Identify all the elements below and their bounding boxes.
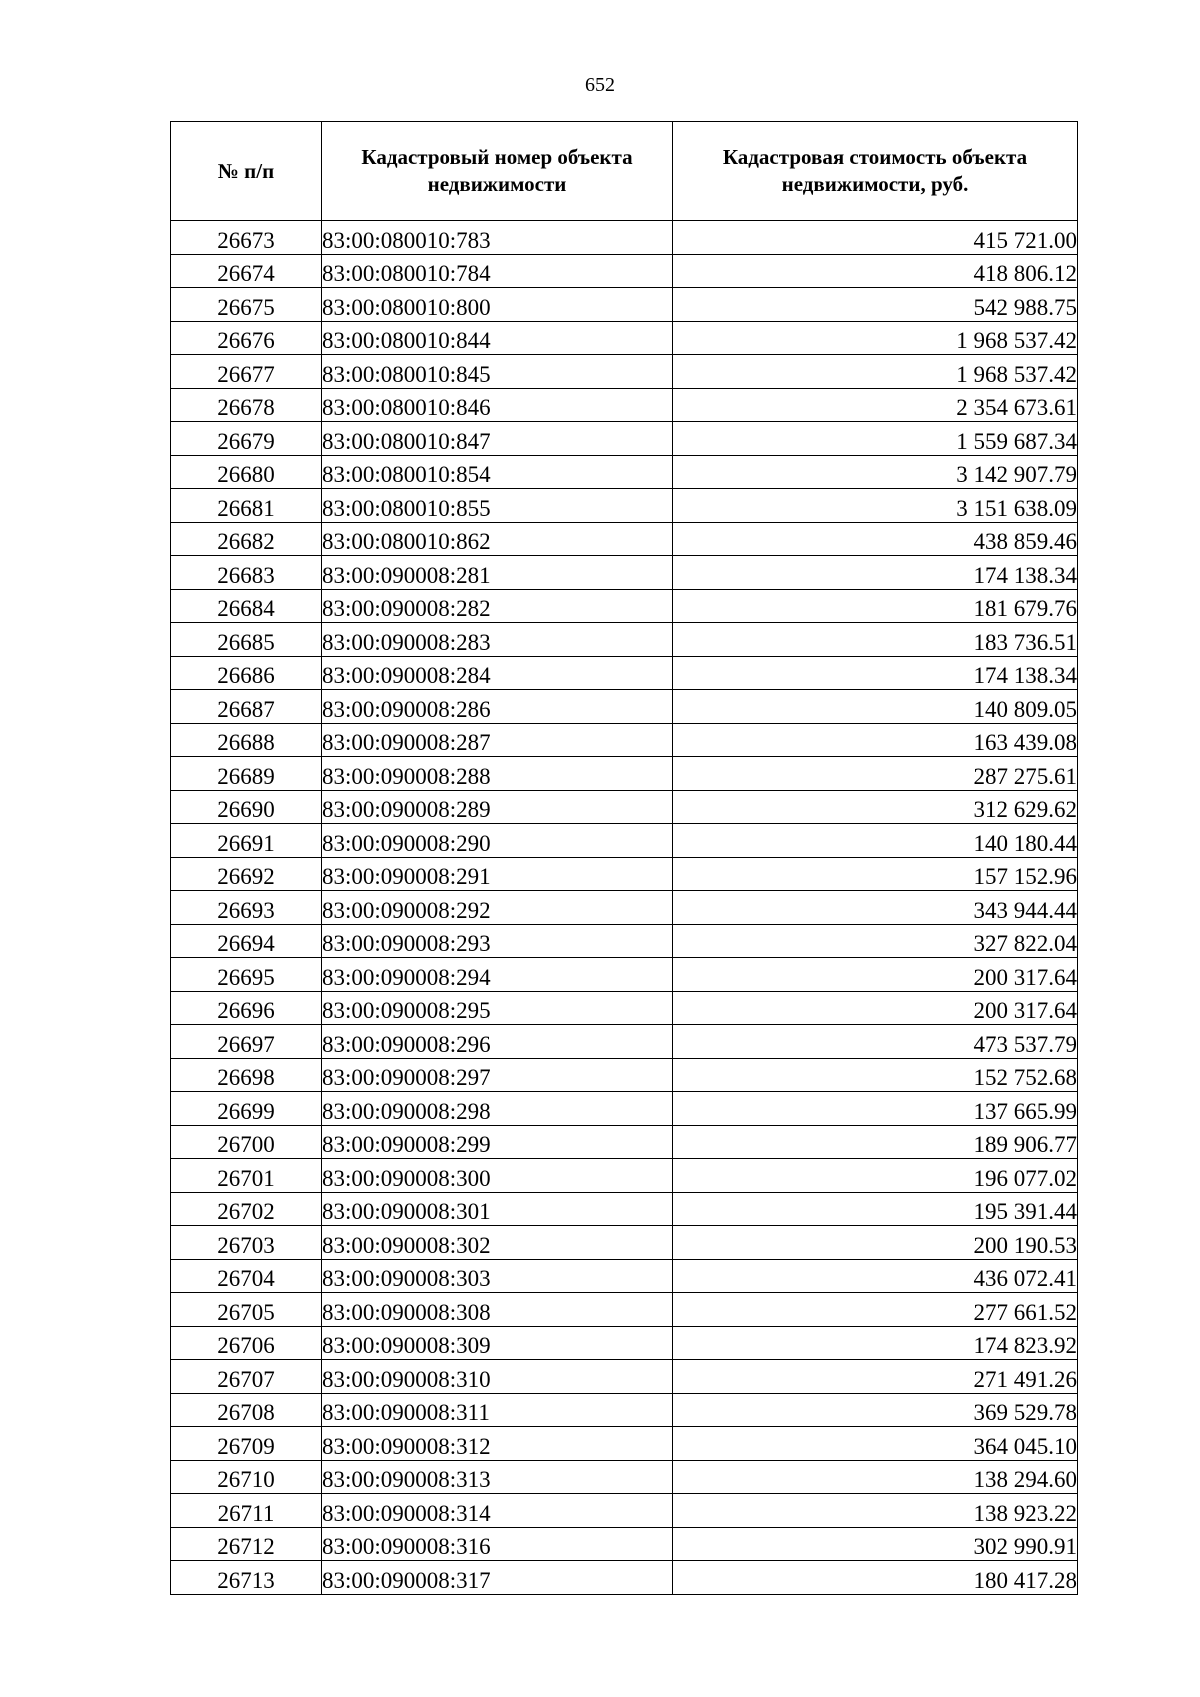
cadastral-number-cell: 83:00:090008:311	[322, 1393, 673, 1427]
cadastral-number-cell: 83:00:090008:286	[322, 690, 673, 724]
cadastral-number-cell: 83:00:090008:283	[322, 623, 673, 657]
cadastral-number-cell: 83:00:090008:281	[322, 556, 673, 590]
cadastral-number-cell: 83:00:090008:290	[322, 824, 673, 858]
cadastral-number-cell: 83:00:090008:296	[322, 1025, 673, 1059]
row-number-cell: 26687	[171, 690, 322, 724]
cadastral-value-cell: 2 354 673.61	[673, 388, 1078, 422]
row-number-cell: 26690	[171, 790, 322, 824]
row-number-cell: 26708	[171, 1393, 322, 1427]
row-number-cell: 26684	[171, 589, 322, 623]
row-number-cell: 26676	[171, 321, 322, 355]
table-row	[171, 1561, 1078, 1595]
cadastral-number-cell: 83:00:090008:308	[322, 1293, 673, 1327]
cadastral-number-cell: 83:00:080010:862	[322, 522, 673, 556]
row-number-cell: 26712	[171, 1527, 322, 1561]
cadastral-number-cell: 83:00:090008:309	[322, 1326, 673, 1360]
cadastral-value-cell: 200 317.64	[673, 991, 1078, 1025]
cadastral-number-cell: 83:00:090008:297	[322, 1058, 673, 1092]
cadastral-value-cell: 196 077.02	[673, 1159, 1078, 1193]
row-number-cell: 26695	[171, 958, 322, 992]
cadastral-value-cell: 174 138.34	[673, 556, 1078, 590]
cadastral-value-cell: 1 559 687.34	[673, 422, 1078, 456]
header-cadastral-number: Кадастровый номер объекта недвижимости	[322, 122, 673, 221]
row-number-cell: 26674	[171, 254, 322, 288]
cadastral-number-cell: 83:00:090008:300	[322, 1159, 673, 1193]
cadastral-number-cell: 83:00:090008:294	[322, 958, 673, 992]
cadastral-value-cell: 302 990.91	[673, 1527, 1078, 1561]
table-row	[171, 924, 1078, 958]
row-number-cell: 26680	[171, 455, 322, 489]
cadastral-value-table	[170, 121, 1078, 1595]
cadastral-value-cell: 1 968 537.42	[673, 321, 1078, 355]
cadastral-value-cell: 364 045.10	[673, 1427, 1078, 1461]
cadastral-number-cell: 83:00:090008:298	[322, 1092, 673, 1126]
table-row	[171, 891, 1078, 925]
cadastral-number-cell: 83:00:090008:291	[322, 857, 673, 891]
row-number-cell: 26709	[171, 1427, 322, 1461]
cadastral-number-cell: 83:00:090008:299	[322, 1125, 673, 1159]
row-number-cell: 26713	[171, 1561, 322, 1595]
table-row	[171, 757, 1078, 791]
cadastral-number-cell: 83:00:090008:302	[322, 1226, 673, 1260]
cadastral-value-cell: 1 968 537.42	[673, 355, 1078, 389]
cadastral-value-cell: 181 679.76	[673, 589, 1078, 623]
cadastral-number-cell: 83:00:090008:295	[322, 991, 673, 1025]
table-row	[171, 1527, 1078, 1561]
row-number-cell: 26678	[171, 388, 322, 422]
cadastral-value-cell: 3 151 638.09	[673, 489, 1078, 523]
row-number-cell: 26677	[171, 355, 322, 389]
cadastral-value-cell: 140 809.05	[673, 690, 1078, 724]
row-number-cell: 26706	[171, 1326, 322, 1360]
row-number-cell: 26681	[171, 489, 322, 523]
cadastral-number-cell: 83:00:080010:855	[322, 489, 673, 523]
cadastral-value-cell: 174 138.34	[673, 656, 1078, 690]
table-row	[171, 1259, 1078, 1293]
table-row	[171, 1360, 1078, 1394]
cadastral-value-cell: 438 859.46	[673, 522, 1078, 556]
table-row	[171, 288, 1078, 322]
cadastral-number-cell: 83:00:090008:312	[322, 1427, 673, 1461]
row-number-cell: 26694	[171, 924, 322, 958]
table-row	[171, 556, 1078, 590]
table-row	[171, 623, 1078, 657]
cadastral-value-cell: 473 537.79	[673, 1025, 1078, 1059]
row-number-cell: 26683	[171, 556, 322, 590]
cadastral-value-cell: 200 317.64	[673, 958, 1078, 992]
row-number-cell: 26691	[171, 824, 322, 858]
table-row	[171, 1494, 1078, 1528]
cadastral-value-cell: 343 944.44	[673, 891, 1078, 925]
table-row	[171, 656, 1078, 690]
table-row	[171, 589, 1078, 623]
row-number-cell: 26688	[171, 723, 322, 757]
table-header-row	[171, 122, 1078, 221]
row-number-cell: 26707	[171, 1360, 322, 1394]
table-row	[171, 1025, 1078, 1059]
row-number-cell: 26698	[171, 1058, 322, 1092]
table-row	[171, 254, 1078, 288]
table-row	[171, 790, 1078, 824]
row-number-cell: 26710	[171, 1460, 322, 1494]
cadastral-value-cell: 180 417.28	[673, 1561, 1078, 1595]
table-row	[171, 991, 1078, 1025]
cadastral-number-cell: 83:00:080010:783	[322, 221, 673, 255]
cadastral-number-cell: 83:00:090008:293	[322, 924, 673, 958]
row-number-cell: 26675	[171, 288, 322, 322]
cadastral-value-cell: 418 806.12	[673, 254, 1078, 288]
cadastral-number-cell: 83:00:090008:314	[322, 1494, 673, 1528]
cadastral-value-cell: 277 661.52	[673, 1293, 1078, 1327]
table-row	[171, 422, 1078, 456]
table-row	[171, 1125, 1078, 1159]
cadastral-value-cell: 174 823.92	[673, 1326, 1078, 1360]
cadastral-number-cell: 83:00:090008:284	[322, 656, 673, 690]
cadastral-value-cell: 137 665.99	[673, 1092, 1078, 1126]
cadastral-value-cell: 287 275.61	[673, 757, 1078, 791]
row-number-cell: 26699	[171, 1092, 322, 1126]
row-number-cell: 26679	[171, 422, 322, 456]
row-number-cell: 26705	[171, 1293, 322, 1327]
cadastral-number-cell: 83:00:090008:288	[322, 757, 673, 791]
row-number-cell: 26696	[171, 991, 322, 1025]
row-number-cell: 26685	[171, 623, 322, 657]
table-row	[171, 489, 1078, 523]
row-number-cell: 26700	[171, 1125, 322, 1159]
row-number-cell: 26701	[171, 1159, 322, 1193]
cadastral-value-cell: 3 142 907.79	[673, 455, 1078, 489]
cadastral-value-cell: 157 152.96	[673, 857, 1078, 891]
row-number-cell: 26703	[171, 1226, 322, 1260]
cadastral-value-cell: 369 529.78	[673, 1393, 1078, 1427]
row-number-cell: 26682	[171, 522, 322, 556]
table-row	[171, 824, 1078, 858]
cadastral-number-cell: 83:00:090008:301	[322, 1192, 673, 1226]
table-row	[171, 1326, 1078, 1360]
table-row	[171, 857, 1078, 891]
cadastral-number-cell: 83:00:090008:287	[322, 723, 673, 757]
cadastral-number-cell: 83:00:080010:845	[322, 355, 673, 389]
row-number-cell: 26693	[171, 891, 322, 925]
cadastral-number-cell: 83:00:080010:844	[322, 321, 673, 355]
table-row	[171, 455, 1078, 489]
cadastral-value-cell: 312 629.62	[673, 790, 1078, 824]
cadastral-value-cell: 195 391.44	[673, 1192, 1078, 1226]
table-row	[171, 723, 1078, 757]
header-row-number: № п/п	[171, 122, 322, 221]
table-row	[171, 1393, 1078, 1427]
table-row	[171, 221, 1078, 255]
table-row	[171, 1058, 1078, 1092]
cadastral-number-cell: 83:00:080010:846	[322, 388, 673, 422]
cadastral-number-cell: 83:00:090008:316	[322, 1527, 673, 1561]
table-row	[171, 388, 1078, 422]
row-number-cell: 26686	[171, 656, 322, 690]
table-row	[171, 321, 1078, 355]
header-cadastral-value: Кадастровая стоимость объекта недвижимости, руб.	[673, 122, 1078, 221]
cadastral-value-cell: 163 439.08	[673, 723, 1078, 757]
cadastral-value-cell: 271 491.26	[673, 1360, 1078, 1394]
table-row	[171, 1159, 1078, 1193]
row-number-cell: 26711	[171, 1494, 322, 1528]
cadastral-number-cell: 83:00:090008:289	[322, 790, 673, 824]
cadastral-number-cell: 83:00:090008:317	[322, 1561, 673, 1595]
cadastral-value-cell: 140 180.44	[673, 824, 1078, 858]
cadastral-value-cell: 436 072.41	[673, 1259, 1078, 1293]
cadastral-value-cell: 200 190.53	[673, 1226, 1078, 1260]
table-row	[171, 355, 1078, 389]
table-row	[171, 1427, 1078, 1461]
row-number-cell: 26702	[171, 1192, 322, 1226]
table-row	[171, 958, 1078, 992]
row-number-cell: 26673	[171, 221, 322, 255]
table-row	[171, 1460, 1078, 1494]
cadastral-number-cell: 83:00:080010:854	[322, 455, 673, 489]
cadastral-value-cell: 183 736.51	[673, 623, 1078, 657]
cadastral-value-cell: 138 294.60	[673, 1460, 1078, 1494]
cadastral-number-cell: 83:00:090008:303	[322, 1259, 673, 1293]
cadastral-number-cell: 83:00:080010:784	[322, 254, 673, 288]
table-row	[171, 1293, 1078, 1327]
cadastral-number-cell: 83:00:090008:310	[322, 1360, 673, 1394]
cadastral-value-cell: 152 752.68	[673, 1058, 1078, 1092]
table-body	[171, 221, 1078, 1595]
cadastral-value-cell: 138 923.22	[673, 1494, 1078, 1528]
cadastral-number-cell: 83:00:080010:847	[322, 422, 673, 456]
cadastral-number-cell: 83:00:090008:292	[322, 891, 673, 925]
cadastral-number-cell: 83:00:090008:313	[322, 1460, 673, 1494]
table-row	[171, 1092, 1078, 1126]
cadastral-value-cell: 189 906.77	[673, 1125, 1078, 1159]
table-row	[171, 690, 1078, 724]
cadastral-number-cell: 83:00:080010:800	[322, 288, 673, 322]
table-row	[171, 522, 1078, 556]
table-row	[171, 1192, 1078, 1226]
row-number-cell: 26692	[171, 857, 322, 891]
page-number: 652	[585, 74, 615, 96]
row-number-cell: 26689	[171, 757, 322, 791]
cadastral-value-cell: 415 721.00	[673, 221, 1078, 255]
table-row	[171, 1226, 1078, 1260]
cadastral-number-cell: 83:00:090008:282	[322, 589, 673, 623]
cadastral-value-cell: 542 988.75	[673, 288, 1078, 322]
cadastral-value-cell: 327 822.04	[673, 924, 1078, 958]
row-number-cell: 26704	[171, 1259, 322, 1293]
row-number-cell: 26697	[171, 1025, 322, 1059]
